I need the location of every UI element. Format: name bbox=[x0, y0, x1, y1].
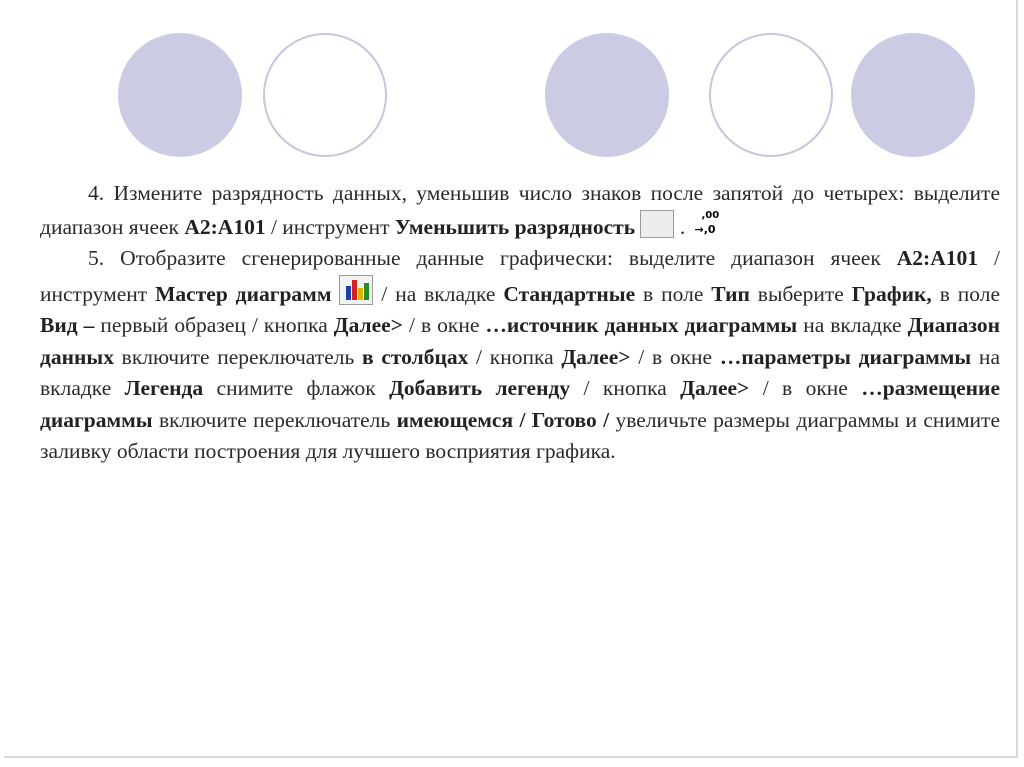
step-5-paragraph: 5. Отобразите сгенерированные данные графически: выделите диапазон ячеек A2:A101 / инструмент Мастер диаграмм / на вкладке Стандартные в поле Тип выберите График, в поле Вид – первый образец / кнопка Далее> / в окне …источник данных диаграммы на вкладке Диапазон данных включите переключатель в столбцах / кнопка Далее> / в окне …параметры диаграммы на вкладке Легенда снимите флажок Добавить легенду / кнопка Далее> / в окне …размещение диаграммы включите переключатель имеющемся / Готово / увеличьте размеры диаграммы и снимите заливку области построения для лучшего восприятия графика. bbox=[40, 246, 1001, 463]
chart-wizard-icon bbox=[339, 275, 373, 305]
instructions-text bbox=[40, 178, 1000, 468]
decorative-circle-filled bbox=[118, 33, 242, 157]
decorative-circle-filled bbox=[851, 33, 975, 157]
decorative-circle-outline bbox=[709, 33, 833, 157]
decrease-decimal-icon: ,00 →,0 bbox=[640, 210, 674, 238]
decorative-circle-outline bbox=[263, 33, 387, 157]
step-4-paragraph: 4. Измените разрядность данных, уменьшив число знаков после запятой до четырех: выделите диапазон ячеек A2:A101 / инструмент Уменьшить разрядность ,00 →,0 . bbox=[40, 181, 1000, 239]
decorative-circle-filled bbox=[545, 33, 669, 157]
